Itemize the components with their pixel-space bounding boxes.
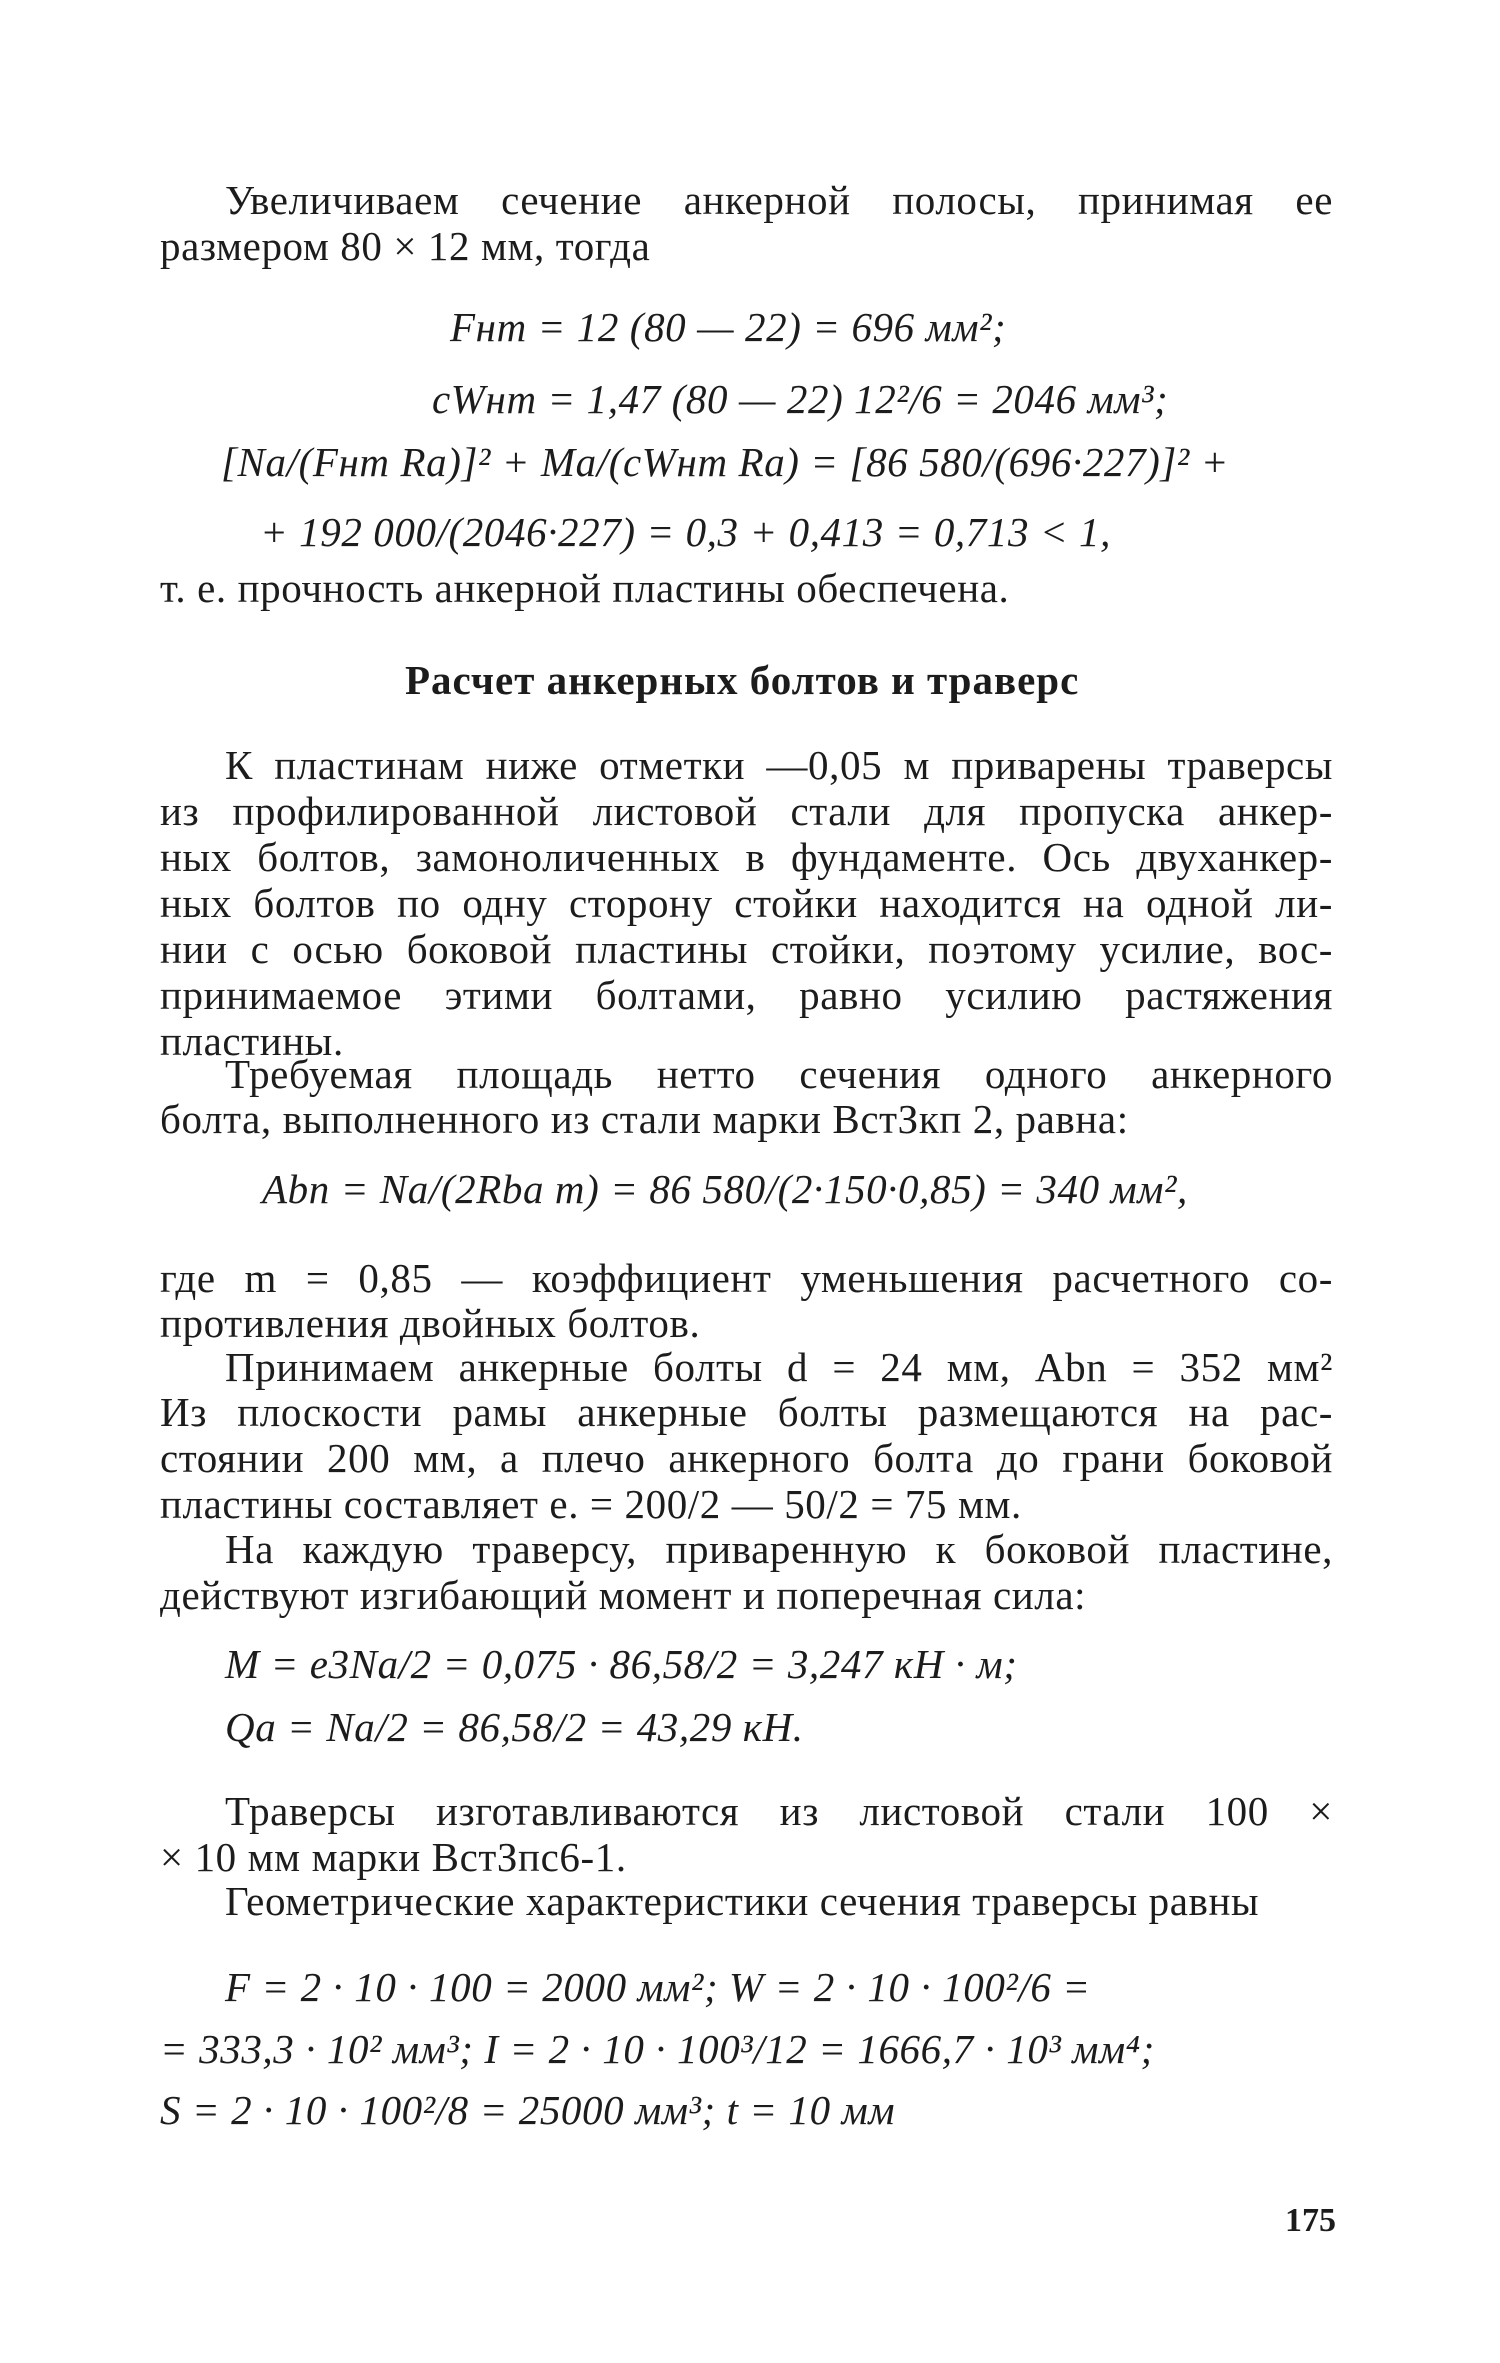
formula-line: [Na/(Fнт Ra)]² + Ma/(cWнт Ra) = [86 580/(696·227)]² +	[221, 439, 1229, 485]
text-line: Принимаем анкерные болты d = 24 мм, Abn = 352 мм²	[225, 1344, 1333, 1390]
formula-line: S = 2 · 10 · 100²/8 = 25000 мм³; t = 10 мм	[160, 2087, 896, 2133]
text-line: ных болтов, замоноличенных в фундаменте. Ось двуханкер-	[160, 834, 1333, 880]
text-line: действуют изгибающий момент и поперечная сила:	[160, 1572, 1087, 1618]
formula-line: cWнт = 1,47 (80 — 22) 12²/6 = 2046 мм³;	[432, 376, 1169, 422]
text-line: болта, выполненного из стали марки ВстЗкп 2, равна:	[160, 1096, 1129, 1142]
formula-line: Fнт = 12 (80 — 22) = 696 мм²;	[450, 304, 1007, 350]
text-line: К пластинам ниже отметки —0,05 м приварены траверсы	[225, 742, 1333, 788]
text-line: ных болтов по одну сторону стойки находится на одной ли-	[160, 880, 1333, 926]
text-line: На каждую траверсу, приваренную к боковой пластине,	[225, 1526, 1333, 1572]
section-heading: Расчет анкерных болтов и траверс	[405, 657, 1080, 703]
text-line: противления двойных болтов.	[160, 1300, 701, 1346]
formula-line: = 333,3 · 10² мм³; I = 2 · 10 · 100³/12 = 1666,7 · 10³ мм⁴;	[160, 2026, 1155, 2072]
text-line: Увеличиваем сечение анкерной полосы, принимая ее	[225, 177, 1333, 223]
text-line: пластины.	[160, 1018, 344, 1064]
formula-line: + 192 000/(2046·227) = 0,3 + 0,413 = 0,713 < 1,	[260, 509, 1111, 555]
text-line: × 10 мм марки ВстЗпс6-1.	[160, 1834, 627, 1880]
text-line: пластины составляет e. = 200/2 — 50/2 = 75 мм.	[160, 1481, 1022, 1527]
formula-line: M = e3Na/2 = 0,075 · 86,58/2 = 3,247 кН · м;	[225, 1641, 1018, 1687]
text-line: из профилированной листовой стали для пропуска анкер-	[160, 788, 1333, 834]
formula-line: Abn = Na/(2Rba m) = 86 580/(2·150·0,85) = 340 мм²,	[262, 1166, 1188, 1212]
text-line: стоянии 200 мм, а плечо анкерного болта до грани боковой	[160, 1435, 1333, 1481]
text-line: Траверсы изготавливаются из листовой стали 100 ×	[225, 1788, 1333, 1834]
text-line: нии с осью боковой пластины стойки, поэтому усилие, вос-	[160, 926, 1333, 972]
text-line: принимаемое этими болтами, равно усилию растяжения	[160, 972, 1333, 1018]
page-number: 175	[1285, 2202, 1336, 2239]
text-line: Геометрические характеристики сечения траверсы равны	[225, 1878, 1260, 1924]
text-line: Из плоскости рамы анкерные болты размещаются на рас-	[160, 1389, 1333, 1435]
formula-line: Qa = Na/2 = 86,58/2 = 43,29 кН.	[225, 1704, 804, 1750]
text-line: размером 80 × 12 мм, тогда	[160, 223, 651, 269]
text-line: Требуемая площадь нетто сечения одного анкерного	[225, 1051, 1333, 1097]
text-line: т. е. прочность анкерной пластины обеспечена.	[160, 565, 1010, 611]
formula-line: F = 2 · 10 · 100 = 2000 мм²; W = 2 · 10 · 100²/6 =	[225, 1964, 1091, 2010]
text-line: где m = 0,85 — коэффициент уменьшения расчетного со-	[160, 1255, 1333, 1301]
